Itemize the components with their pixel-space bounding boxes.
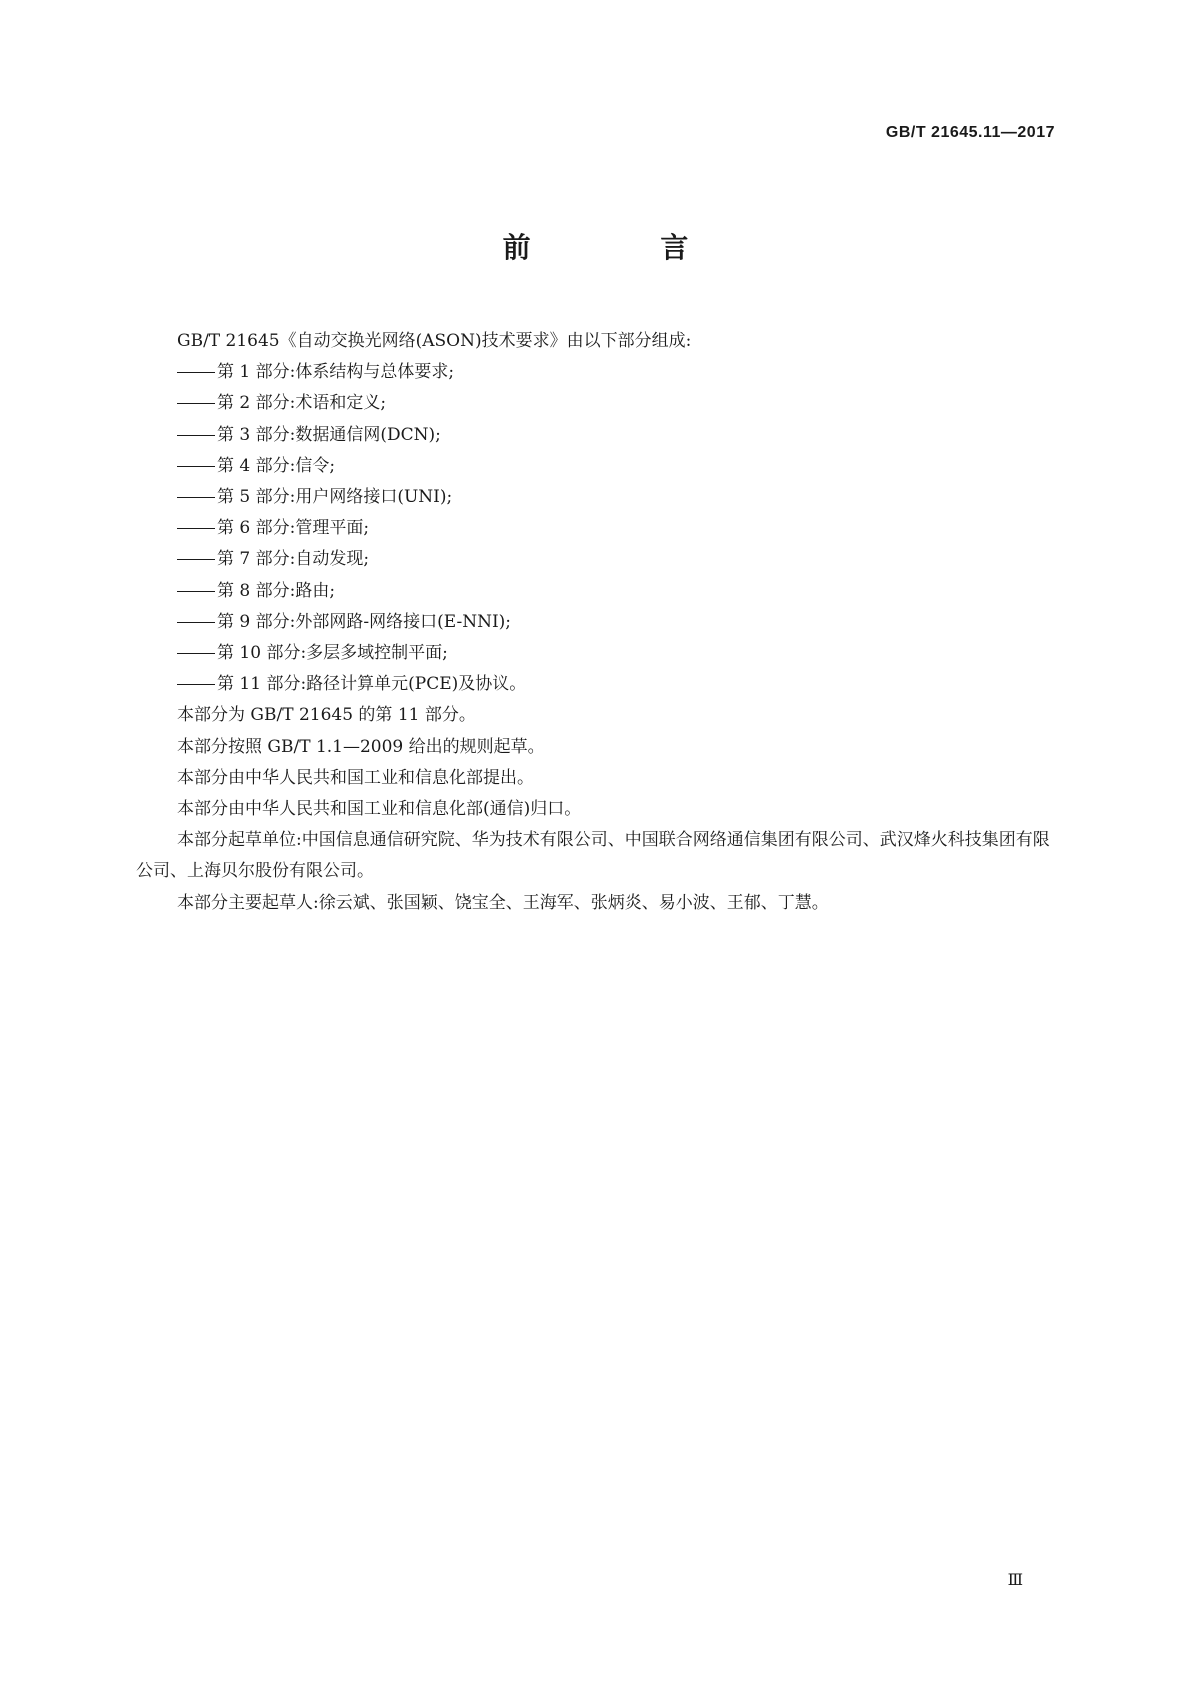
drafting-rules-paragraph: 本部分按照 GB/T 1.1—2009 给出的规则起草。 bbox=[177, 736, 545, 757]
list-item bbox=[136, 451, 1056, 482]
centralized-unit-paragraph: 本部分由中华人民共和国工业和信息化部(通信)归口。 bbox=[177, 799, 582, 820]
dash-marker bbox=[177, 528, 215, 529]
list-item-text: 第 1 部分:体系结构与总体要求; bbox=[217, 362, 455, 383]
list-item-text: 第 9 部分:外部网路-网络接口(E-NNI); bbox=[217, 611, 512, 632]
list-item-text: 第 7 部分:自动发现; bbox=[217, 549, 370, 570]
list-item bbox=[136, 576, 1056, 607]
list-item-text: 第 10 部分:多层多域控制平面; bbox=[217, 643, 448, 664]
dash-marker bbox=[177, 684, 215, 685]
dash-marker bbox=[177, 372, 215, 373]
page-number: Ⅲ bbox=[1007, 1570, 1023, 1589]
dash-marker bbox=[177, 653, 215, 654]
list-item-text: 第 8 部分:路由; bbox=[217, 580, 336, 601]
list-item bbox=[136, 638, 1056, 669]
part-number-paragraph: 本部分为 GB/T 21645 的第 11 部分。 bbox=[177, 705, 476, 726]
drafters-paragraph: 本部分主要起草人:徐云斌、张国颖、饶宝全、王海军、张炳炎、易小波、王郁、丁慧。 bbox=[177, 892, 829, 913]
proposer-paragraph: 本部分由中华人民共和国工业和信息化部提出。 bbox=[177, 767, 534, 788]
list-item-text: 第 4 部分:信令; bbox=[217, 455, 336, 476]
list-item bbox=[136, 669, 1056, 700]
dash-marker bbox=[177, 466, 215, 467]
page-title: 前 言 bbox=[502, 231, 749, 264]
list-item bbox=[136, 420, 1056, 451]
list-item bbox=[136, 357, 1056, 388]
dash-marker bbox=[177, 435, 215, 436]
list-item bbox=[136, 513, 1056, 544]
standard-code: GB/T 21645.11—2017 bbox=[885, 124, 1055, 141]
intro-paragraph: GB/T 21645《自动交换光网络(ASON)技术要求》由以下部分组成: bbox=[177, 331, 692, 351]
list-item bbox=[136, 482, 1056, 513]
list-item-text: 第 6 部分:管理平面; bbox=[217, 518, 370, 539]
list-item bbox=[136, 607, 1056, 638]
dash-marker bbox=[177, 559, 215, 560]
list-item bbox=[136, 544, 1056, 575]
dash-marker bbox=[177, 403, 215, 404]
dash-marker bbox=[177, 591, 215, 592]
list-item-text: 第 3 部分:数据通信网(DCN); bbox=[217, 424, 441, 445]
list-item-text: 第 2 部分:术语和定义; bbox=[217, 393, 387, 414]
foreword-body bbox=[136, 326, 1056, 919]
drafting-units-paragraph: 本部分起草单位:中国信息通信研究院、华为技术有限公司、中国联合网络通信集团有限公司、武汉烽火科技集团有限公司、上海贝尔股份有限公司。 bbox=[136, 830, 1050, 882]
dash-marker bbox=[177, 622, 215, 623]
list-item-text: 第 5 部分:用户网络接口(UNI); bbox=[217, 487, 453, 508]
dash-marker bbox=[177, 497, 215, 498]
list-item-text: 第 11 部分:路径计算单元(PCE)及协议。 bbox=[217, 674, 527, 695]
list-item bbox=[136, 388, 1056, 419]
